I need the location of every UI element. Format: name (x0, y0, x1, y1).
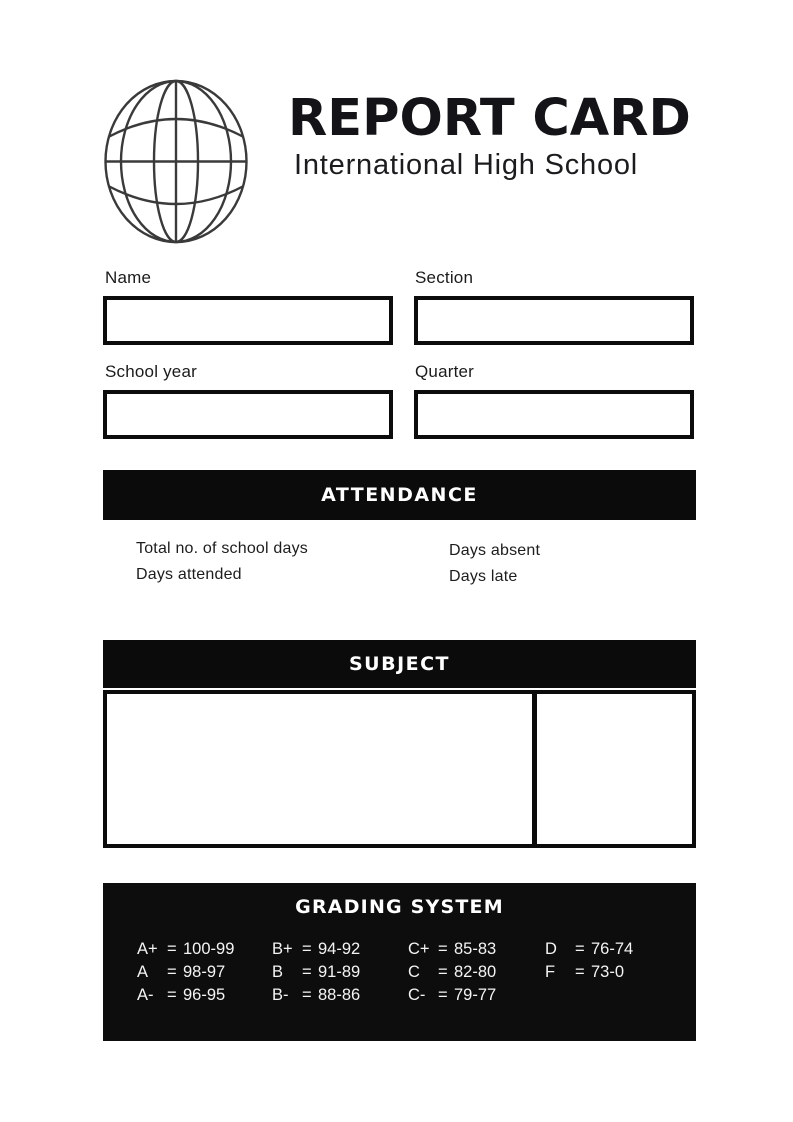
header (288, 90, 708, 182)
grade-range: 91-89 (318, 963, 361, 981)
equals-sign: = (167, 963, 177, 981)
grading-column-c (408, 938, 496, 1007)
grade-letter: A- (137, 986, 154, 1004)
grade-row (272, 938, 360, 961)
globe-icon (103, 78, 249, 245)
grade-row (545, 938, 633, 961)
equals-sign: = (167, 986, 177, 1004)
grade-row (408, 938, 496, 961)
grade-letter: B (272, 963, 284, 981)
grade-range: 85-83 (454, 940, 497, 958)
page-title: REPORT CARD (288, 89, 691, 148)
grade-letter: A (137, 963, 149, 981)
grade-range: 82-80 (454, 963, 497, 981)
grade-row (137, 938, 234, 961)
subject-table-body (103, 690, 696, 848)
grade-range: 73-0 (591, 963, 625, 981)
quarter-label: Quarter (415, 362, 475, 381)
attendance-days-attended-label: Days attended (136, 566, 242, 583)
section-input[interactable] (414, 296, 694, 345)
quarter-input[interactable] (414, 390, 694, 439)
equals-sign: = (302, 986, 312, 1004)
equals-sign: = (438, 986, 448, 1004)
school-year-label: School year (105, 362, 197, 381)
grade-row (137, 961, 234, 984)
subject-table (103, 640, 696, 848)
grade-letter: C- (408, 986, 426, 1004)
equals-sign: = (438, 963, 448, 981)
grade-row (408, 961, 496, 984)
grade-letter: B+ (272, 940, 293, 958)
attendance-days-late-label: Days late (449, 568, 518, 585)
grade-row (272, 961, 360, 984)
grade-row (545, 961, 633, 984)
school-year-input[interactable] (103, 390, 393, 439)
grade-range: 88-86 (318, 986, 361, 1004)
subject-grades-cell[interactable] (537, 694, 692, 844)
grade-letter: C (408, 963, 420, 981)
school-name: International High School (294, 149, 639, 181)
attendance-days-absent-label: Days absent (449, 542, 541, 559)
grade-letter: A+ (137, 940, 158, 958)
grade-row (137, 984, 234, 1007)
name-label: Name (105, 268, 152, 287)
equals-sign: = (438, 940, 448, 958)
attendance-total-days-label: Total no. of school days (136, 540, 309, 557)
grade-range: 96-95 (183, 986, 226, 1004)
grading-system (103, 883, 696, 1041)
equals-sign: = (575, 940, 585, 958)
grading-column-df (545, 938, 633, 984)
grading-column-a (137, 938, 234, 1007)
section-label: Section (415, 268, 474, 287)
attendance-heading: ATTENDANCE (321, 484, 478, 506)
attendance-header (103, 470, 696, 520)
subject-header (103, 640, 696, 688)
grade-range: 79-77 (454, 986, 497, 1004)
grade-row (272, 984, 360, 1007)
equals-sign: = (575, 963, 585, 981)
name-input[interactable] (103, 296, 393, 345)
grade-row (408, 984, 496, 1007)
grade-letter: B- (272, 986, 289, 1004)
grade-range: 98-97 (183, 963, 226, 981)
subject-heading: SUBJECT (348, 653, 451, 675)
equals-sign: = (302, 963, 312, 981)
grade-letter: F (545, 963, 556, 981)
subject-names-cell[interactable] (107, 694, 532, 844)
grade-letter: D (545, 940, 557, 958)
grading-column-b (272, 938, 360, 1007)
grading-heading: GRADING SYSTEM (295, 896, 504, 918)
grade-range: 100-99 (183, 940, 235, 958)
equals-sign: = (167, 940, 177, 958)
equals-sign: = (302, 940, 312, 958)
grade-range: 76-74 (591, 940, 634, 958)
grade-range: 94-92 (318, 940, 361, 958)
grade-letter: C+ (408, 940, 430, 958)
